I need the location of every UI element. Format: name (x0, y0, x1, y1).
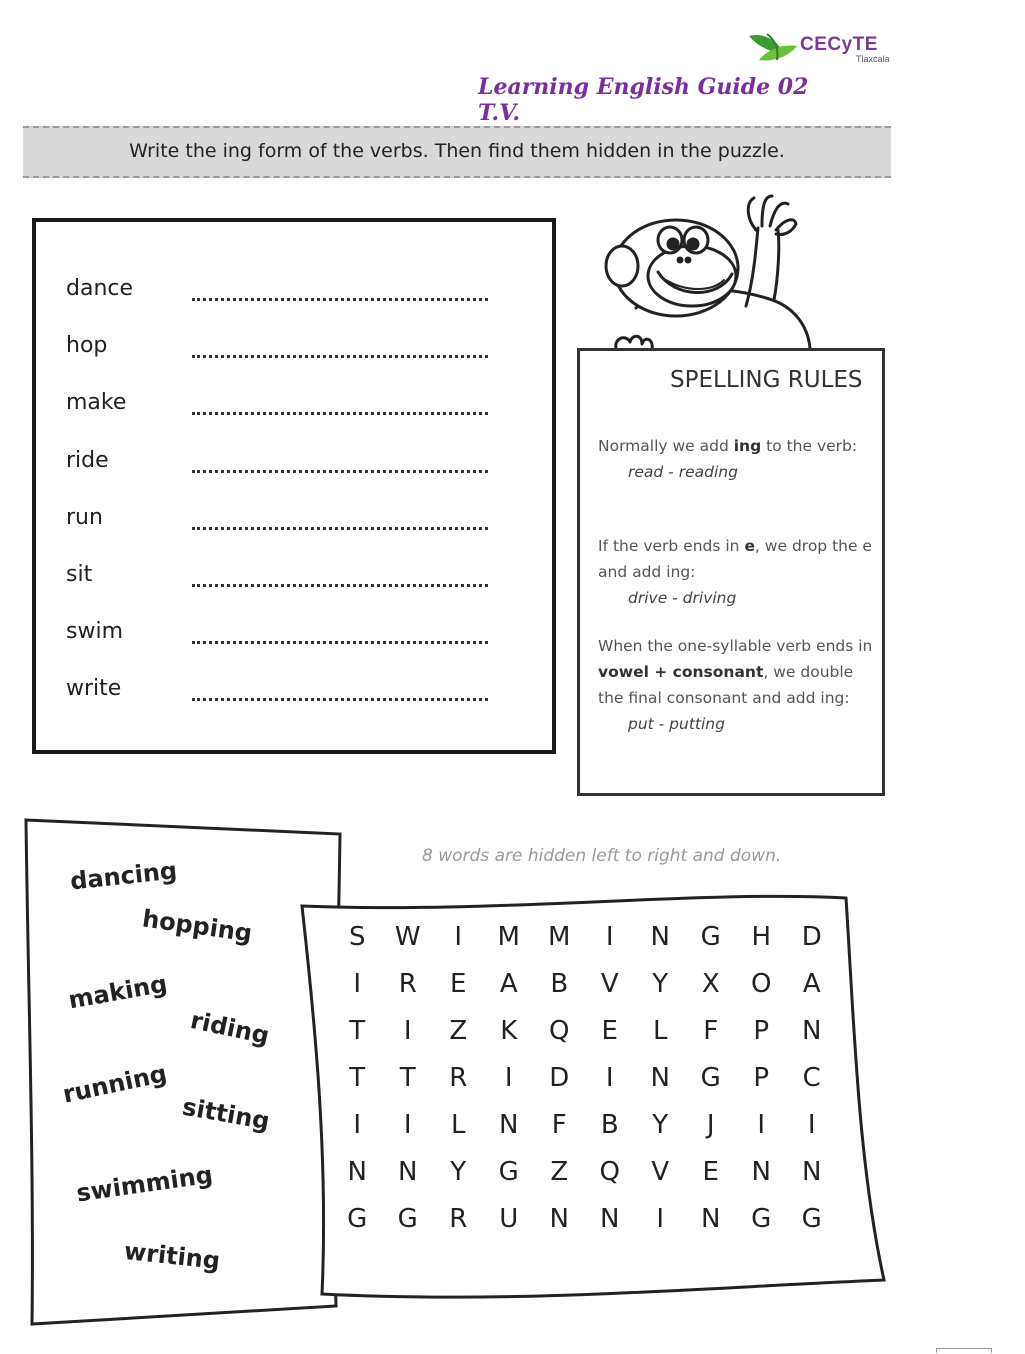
grid-cell[interactable]: N (802, 1157, 822, 1187)
grid-cell[interactable]: B (550, 969, 569, 999)
grid-cell[interactable]: G (801, 1204, 822, 1234)
grid-cell[interactable]: Z (449, 1016, 468, 1046)
grid-cell[interactable]: Y (652, 969, 669, 999)
grid-cell[interactable]: N (398, 1157, 418, 1187)
grid-row (332, 1016, 837, 1063)
grid-cell[interactable]: B (600, 1110, 619, 1140)
answer-line[interactable] (192, 298, 488, 301)
grid-cell[interactable]: N (549, 1204, 569, 1234)
grid-cell[interactable]: T (399, 1063, 416, 1093)
answer-line[interactable] (192, 584, 488, 587)
grid-row (332, 969, 837, 1016)
grid-cell[interactable]: N (499, 1110, 519, 1140)
grid-cell[interactable]: N (347, 1157, 367, 1187)
grid-cell[interactable]: F (703, 1016, 719, 1046)
grid-cell[interactable]: I (353, 969, 362, 999)
instruction-text: Write the ing form of the verbs. Then find them hidden in the puzzle. (129, 140, 785, 162)
grid-cell[interactable]: H (751, 922, 772, 952)
grid-cell[interactable]: N (751, 1157, 771, 1187)
grid-cell[interactable]: M (548, 922, 571, 952)
verb-word: ride (66, 448, 109, 473)
logo-brand: CECyTE (800, 34, 878, 55)
spelling-rules-box (577, 348, 885, 796)
grid-cell[interactable]: W (394, 922, 421, 952)
grid-cell[interactable]: Y (652, 1110, 669, 1140)
answer-line[interactable] (192, 412, 488, 415)
word-list-item: swimming (74, 1160, 215, 1208)
grid-cell[interactable]: T (349, 1016, 366, 1046)
verb-row (66, 333, 506, 363)
word-list-item: making (66, 969, 170, 1015)
grid-row (332, 1063, 837, 1110)
grid-cell[interactable]: E (450, 969, 467, 999)
grid-cell[interactable]: Y (450, 1157, 467, 1187)
grid-cell[interactable]: X (701, 969, 720, 999)
verb-word: run (66, 505, 103, 530)
grid-cell[interactable]: I (454, 922, 463, 952)
verb-row (66, 562, 506, 592)
grid-cell[interactable]: L (451, 1110, 466, 1140)
grid-cell[interactable]: G (498, 1157, 519, 1187)
grid-cell[interactable]: T (349, 1063, 366, 1093)
grid-cell[interactable]: I (353, 1110, 362, 1140)
grid-cell[interactable]: I (757, 1110, 766, 1140)
verb-word: hop (66, 333, 108, 358)
grid-cell[interactable]: Z (550, 1157, 569, 1187)
rule-example: drive - driving (628, 589, 737, 607)
grid-cell[interactable]: L (653, 1016, 668, 1046)
answer-line[interactable] (192, 527, 488, 530)
grid-cell[interactable]: R (398, 969, 417, 999)
verb-word: swim (66, 619, 123, 644)
grid-cell[interactable]: F (551, 1110, 567, 1140)
grid-cell[interactable]: G (700, 1063, 721, 1093)
word-list-item: dancing (68, 856, 179, 896)
grid-cell[interactable]: N (650, 1063, 670, 1093)
grid-cell[interactable]: Q (549, 1016, 570, 1046)
grid-cell[interactable]: I (605, 922, 614, 952)
verb-row (66, 505, 506, 535)
verb-row (66, 276, 506, 306)
grid-cell[interactable]: E (702, 1157, 719, 1187)
grid-cell[interactable]: V (651, 1157, 670, 1187)
grid-cell[interactable]: I (504, 1063, 513, 1093)
monkey-icon (596, 188, 826, 366)
answer-line[interactable] (192, 355, 488, 358)
grid-cell[interactable]: G (347, 1204, 368, 1234)
puzzle-hint: 8 words are hidden left to right and down. (422, 846, 782, 866)
verb-row (66, 448, 506, 478)
grid-cell[interactable]: Q (599, 1157, 620, 1187)
grid-cell[interactable]: E (601, 1016, 618, 1046)
grid-cell[interactable]: N (650, 922, 670, 952)
verb-row (66, 619, 506, 649)
grid-cell[interactable]: S (348, 922, 366, 952)
instruction-banner (23, 126, 891, 178)
grid-row (332, 1157, 837, 1204)
answer-line[interactable] (192, 641, 488, 644)
grid-cell[interactable]: I (605, 1063, 614, 1093)
grid-cell[interactable]: I (656, 1204, 665, 1234)
grid-row (332, 922, 837, 969)
grid-cell[interactable]: V (600, 969, 619, 999)
grid-row (332, 1204, 837, 1251)
verb-word: sit (66, 562, 93, 587)
guide-title: Learning English Guide 02 T.V. (478, 74, 809, 126)
verb-word: make (66, 390, 127, 415)
grid-cell[interactable]: N (802, 1016, 822, 1046)
grid-cell[interactable]: U (499, 1204, 519, 1234)
verb-row (66, 390, 506, 420)
spelling-rules-title: SPELLING RULES (670, 367, 863, 393)
grid-cell[interactable]: C (802, 1063, 821, 1093)
grid-cell[interactable]: A (802, 969, 821, 999)
rule-example: read - reading (628, 463, 738, 481)
verb-word: write (66, 676, 122, 701)
word-list-item: running (60, 1059, 170, 1109)
grid-cell[interactable]: G (700, 922, 721, 952)
answer-line[interactable] (192, 698, 488, 701)
grid-cell[interactable]: M (497, 922, 520, 952)
grid-cell[interactable]: I (403, 1016, 412, 1046)
word-list-item: writing (122, 1237, 222, 1275)
page-corner-mark (936, 1348, 992, 1353)
grid-cell[interactable]: I (807, 1110, 816, 1140)
word-list-item: sitting (180, 1092, 272, 1136)
spelling-rule: If the verb ends in e, we drop the e and add ing: drive - driving (598, 533, 878, 611)
grid-cell[interactable]: R (449, 1204, 468, 1234)
grid-cell[interactable]: K (500, 1016, 518, 1046)
grid-cell[interactable]: G (751, 1204, 772, 1234)
grid-cell[interactable]: P (753, 1016, 770, 1046)
grid-row (332, 1110, 837, 1157)
grid-cell[interactable]: N (600, 1204, 620, 1234)
grid-cell[interactable]: A (499, 969, 518, 999)
rule-example: put - putting (628, 715, 725, 733)
grid-cell[interactable]: I (403, 1110, 412, 1140)
word-search-grid (332, 922, 837, 1251)
grid-cell[interactable]: D (549, 1063, 570, 1093)
grid-cell[interactable]: G (397, 1204, 418, 1234)
verb-exercise-box (32, 218, 556, 754)
answer-line[interactable] (192, 470, 488, 473)
spelling-rule: When the one-syllable verb ends in vowel + consonant, we double the final consonant and add ing: put - putting (598, 633, 878, 737)
word-list-item: riding (187, 1006, 272, 1050)
verb-row (66, 676, 506, 706)
grid-cell[interactable]: D (801, 922, 822, 952)
grid-cell[interactable]: O (751, 969, 772, 999)
grid-cell[interactable]: J (706, 1110, 715, 1140)
spelling-rule: Normally we add ing to the verb: read - reading (598, 433, 878, 485)
grid-cell[interactable]: P (753, 1063, 770, 1093)
grid-cell[interactable]: R (449, 1063, 468, 1093)
word-list-item: hopping (140, 904, 254, 948)
grid-cell[interactable]: N (701, 1204, 721, 1234)
verb-word: dance (66, 276, 134, 301)
logo-subtitle: Tlaxcala (856, 54, 890, 64)
